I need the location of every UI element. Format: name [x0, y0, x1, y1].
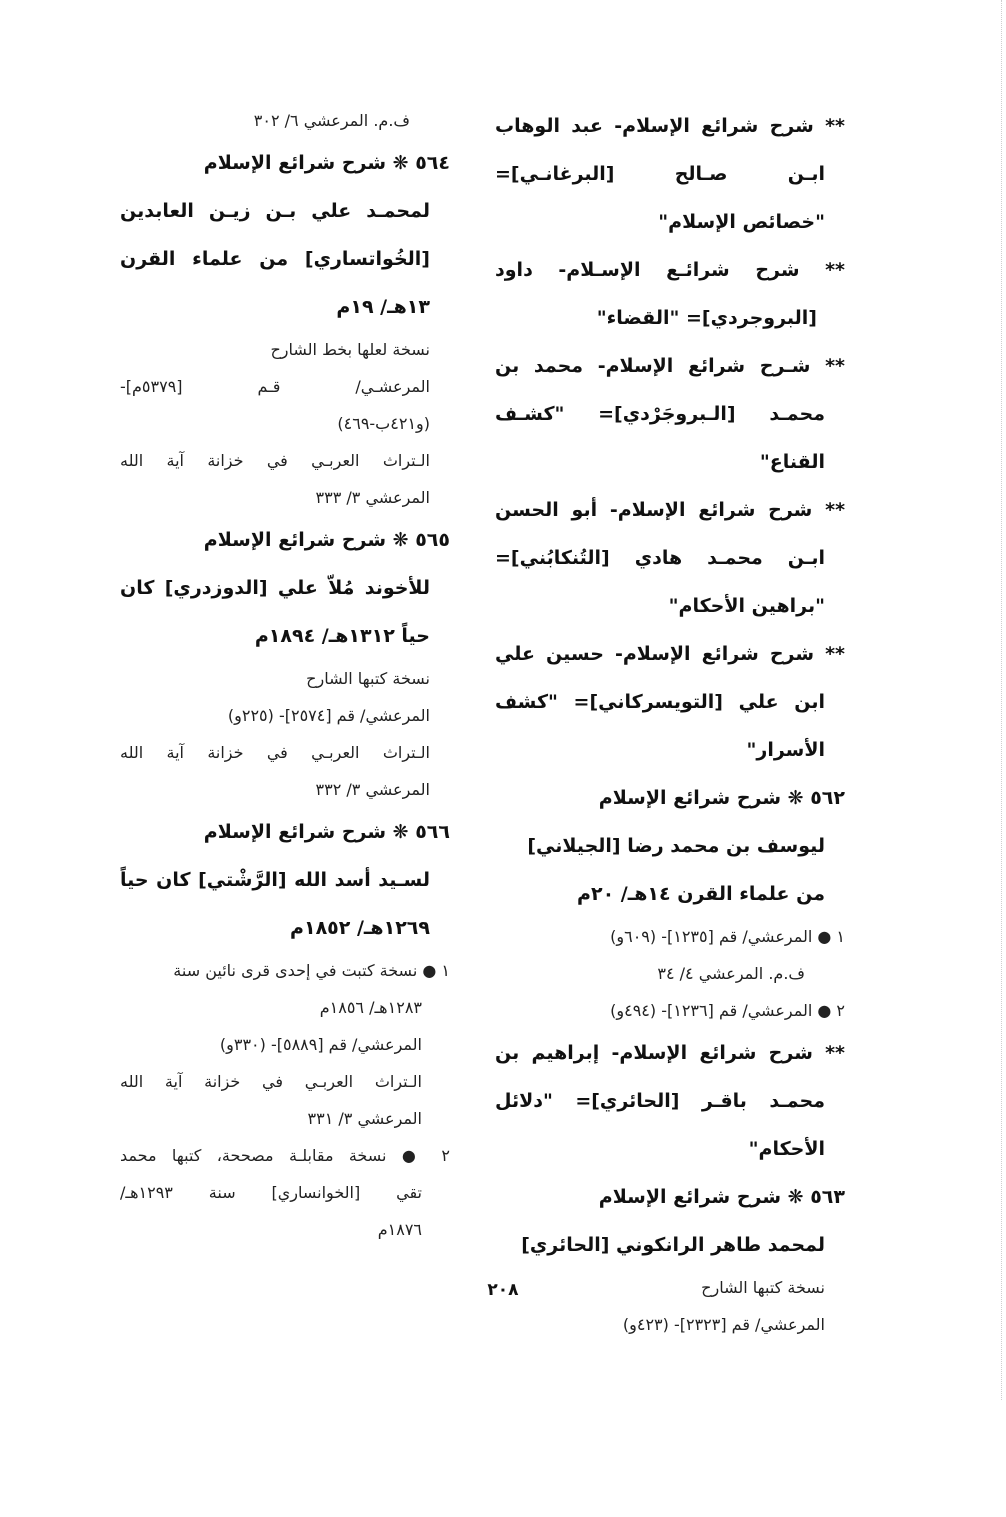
right-column-line: ٢ ● المرعشي/ قم [١٢٣٦]- (٤٩٤و) — [610, 1001, 845, 1020]
left-column-line: (و٤٢١ب-٤٦٩) — [337, 414, 430, 433]
right-column-line: من علماء القرن ١٤هـ/ ٢٠م — [577, 883, 825, 905]
left-column-line: المرعشـي/ قـم [٥٣٧٩م]- — [120, 377, 430, 396]
right-column-line: الأحكام" — [748, 1138, 825, 1160]
right-column-line: محمـد [الـبروجَرْدي]= "كشـف — [495, 403, 825, 425]
right-column-line: محمـد باقـر [الحائري]= "دلائل — [495, 1090, 825, 1112]
right-column-line: الأسرار" — [746, 739, 825, 761]
left-column-line: للأخوند مُلاّ علي [الدوزدري] كان — [120, 577, 430, 599]
left-column-line: ١٨٧٦م — [377, 1220, 422, 1239]
left-column-line: الـتراث العربـي في خزانة آية الله — [120, 743, 430, 762]
right-column-line: ابـن محمـد هادي [التُنكابُني]= — [495, 547, 825, 569]
right-column-line: ليوسف بن محمد رضا [الجيلاني] — [527, 835, 825, 857]
left-column-line: نسخة كتبها الشارح — [306, 669, 430, 688]
left-column-line: تقي [الخوانساري] سنة ١٢٩٣هـ/ — [120, 1183, 422, 1202]
left-column-line: المرعشي ٣/ ٣٣٢ — [315, 780, 430, 799]
left-column-line: ١ ● نسخة كتبت في إحدى قرى نائين سنة — [173, 961, 450, 980]
left-column — [120, 102, 450, 1248]
left-column-line: المرعشي/ قم [٢٥٧٤]- (٢٢٥و) — [227, 706, 430, 725]
left-column-line: ١٣هـ/ ١٩م — [336, 296, 430, 318]
left-column-line: الـتراث العربـي في خزانة آية الله — [120, 1072, 422, 1091]
left-column-line: ٢ ● نسخة مقابلـة مصححة، كتبها محمد — [120, 1146, 450, 1165]
left-column-line: ٥٦٥ ❋ شرح شرائع الإسلام — [203, 529, 450, 551]
left-column-line: الـتراث العربـي في خزانة آية الله — [120, 451, 430, 470]
left-column-line: نسخة لعلها بخط الشارح — [270, 340, 430, 359]
right-column-line: ** شرح شرائع الإسلام- إبراهيم بن — [495, 1042, 845, 1064]
right-column-line: ٥٦٢ ❋ شرح شرائع الإسلام — [598, 787, 845, 809]
page-number: ٢٠٨ — [487, 1280, 519, 1300]
right-column-line: [البروجردي]= "القضاء" — [596, 307, 817, 329]
right-column — [495, 102, 845, 1343]
right-column-line: المرعشي/ قم [٢٣٢٣]- (٤٢٣و) — [622, 1315, 825, 1334]
right-column-line: ابـن صـالح [البرغانـي]= — [495, 163, 825, 185]
right-column-line: ** شرح شرائع الإسلام- عبد الوهاب — [495, 115, 845, 137]
right-column-line: ** شرح شرائع الإسلام- حسين علي — [495, 643, 845, 665]
left-column-line: ٥٦٦ ❋ شرح شرائع الإسلام — [203, 821, 450, 843]
right-column-line: ١ ● المرعشي/ قم [١٢٣٥]- (٦٠٩و) — [610, 927, 845, 946]
right-column-line: "خصائص الإسلام" — [658, 211, 825, 233]
right-column-line: القناع" — [759, 451, 825, 473]
right-column-line: "براهين الأحكام" — [668, 595, 825, 617]
left-column-line: لسـيد أسد الله [الرَّشْتي] كان حياً — [120, 869, 430, 891]
left-column-line: المرعشي/ قم [٥٨٨٩]- (٣٣٠و) — [219, 1035, 422, 1054]
right-column-line: نسخة كتبها الشارح — [701, 1278, 825, 1297]
right-column-line: ** شرح شرائع الإسلام- أبو الحسن — [495, 499, 845, 521]
left-column-line: ١٢٦٩هـ/ ١٨٥٢م — [290, 917, 430, 939]
page-edge — [999, 0, 1002, 1400]
left-column-line: [الخُواتساري] من علماء القرن — [120, 248, 430, 270]
right-column-line: ابن علي [التويسركاني]= "كشف — [495, 691, 825, 713]
left-column-line: ٥٦٤ ❋ شرح شرائع الإسلام — [203, 152, 450, 174]
left-column-line: ف.م. المرعشي ٦/ ٣٠٢ — [253, 111, 410, 130]
left-column-line: ١٢٨٣هـ/ ١٨٥٦م — [319, 998, 422, 1017]
right-column-line: ** شرح شرائـع الإسـلام- داود — [495, 259, 845, 281]
right-column-line: ف.م. المرعشي ٤/ ٣٤ — [657, 964, 805, 983]
left-column-line: لمحمـد علي بـن زيـن العابدين — [120, 200, 430, 222]
left-column-line: المرعشي ٣/ ٣٣٣ — [315, 488, 430, 507]
right-column-line: ٥٦٣ ❋ شرح شرائع الإسلام — [598, 1186, 845, 1208]
right-column-line: ** شـرح شرائع الإسلام- محمد بن — [495, 355, 845, 377]
right-column-line: لمحمد طاهر الرانكوني [الحائري] — [521, 1234, 825, 1256]
left-column-line: المرعشي ٣/ ٣٣١ — [307, 1109, 422, 1128]
left-column-line: حياً ١٣١٢هـ/ ١٨٩٤م — [254, 625, 430, 647]
